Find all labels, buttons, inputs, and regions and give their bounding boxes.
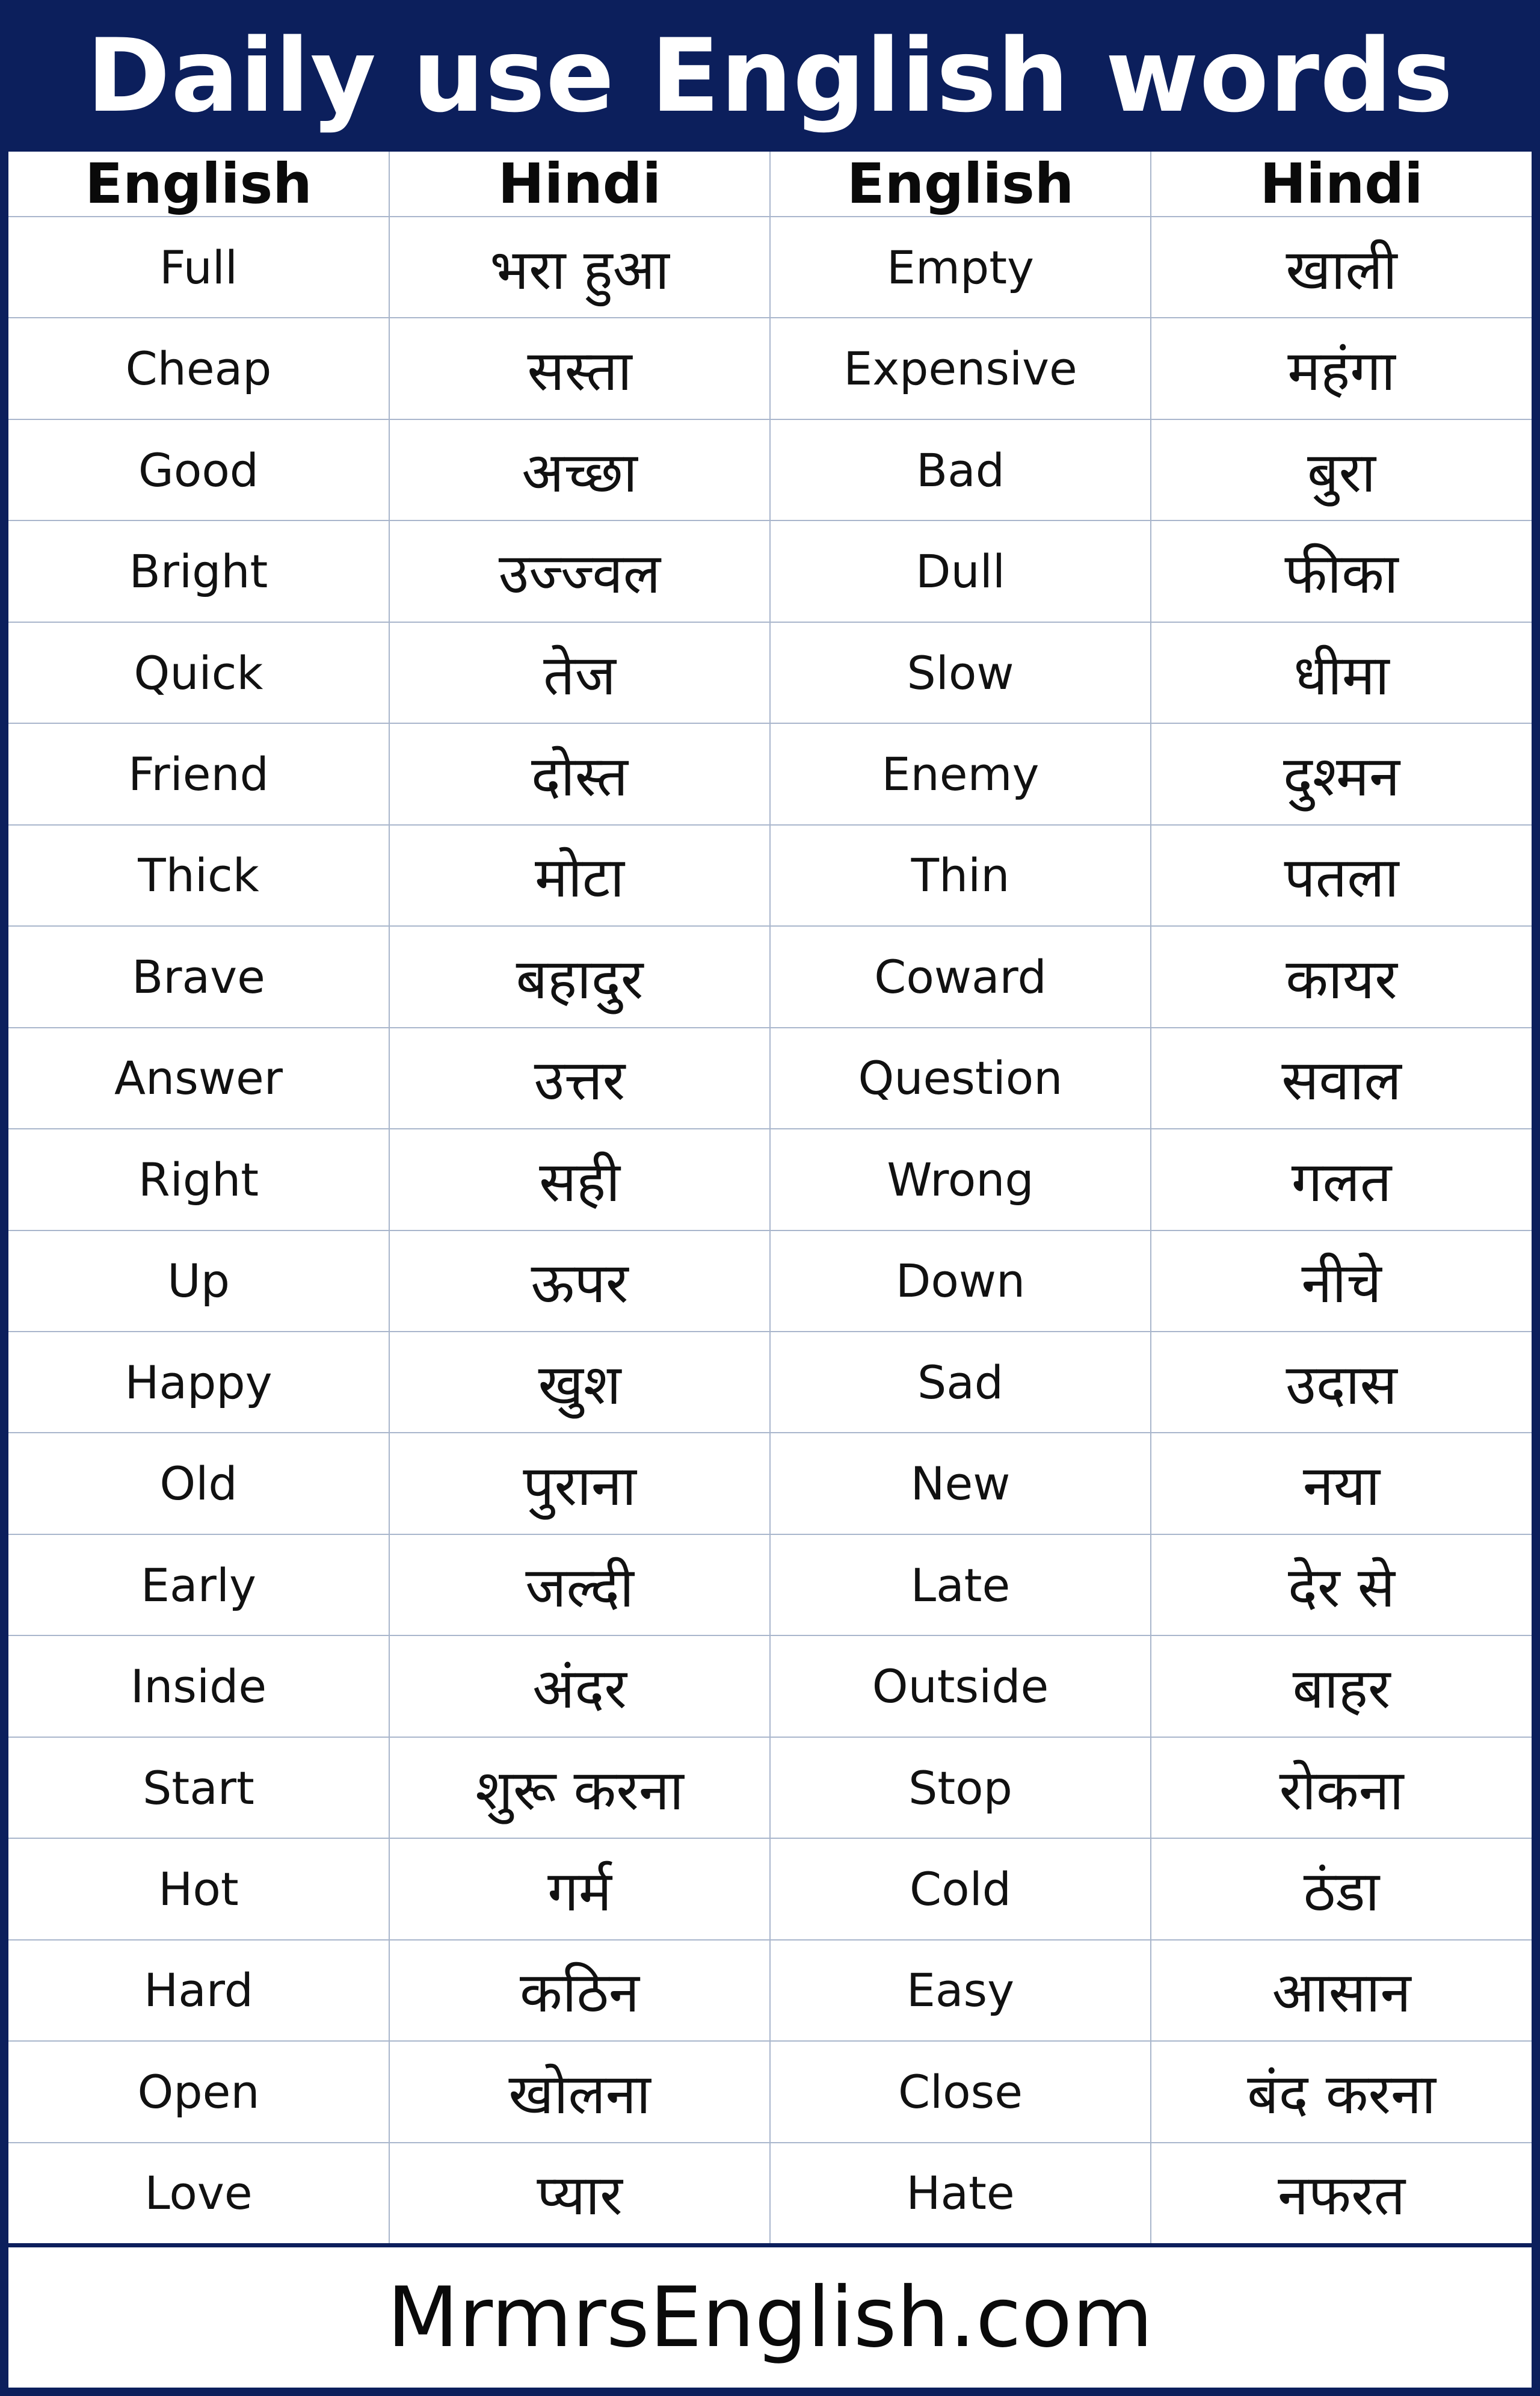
english-word-cell: Love (8, 2143, 389, 2243)
hindi-opposite-cell: बुरा (1151, 419, 1532, 520)
english-opposite-cell: Bad (770, 419, 1151, 520)
table-header-row (8, 152, 1532, 217)
footer-website: MrmrsEnglish.com (8, 2247, 1532, 2388)
hindi-opposite-cell: नीचे (1151, 1230, 1532, 1332)
english-word-cell: Up (8, 1230, 389, 1332)
table-row (8, 1028, 1532, 1129)
hindi-word-cell: सस्ता (389, 318, 770, 419)
hindi-word-cell: भरा हुआ (389, 217, 770, 318)
hindi-word-cell: गर्म (389, 1838, 770, 1939)
hindi-opposite-cell: खाली (1151, 217, 1532, 318)
table-row (8, 217, 1532, 318)
english-word-cell: Friend (8, 723, 389, 824)
english-word-cell: Bright (8, 520, 389, 622)
english-word-cell: Full (8, 217, 389, 318)
hindi-opposite-cell: दुश्मन (1151, 723, 1532, 824)
english-opposite-cell: Expensive (770, 318, 1151, 419)
hindi-word-cell: प्यार (389, 2143, 770, 2243)
hindi-opposite-cell: बंद करना (1151, 2041, 1532, 2142)
english-opposite-cell: Down (770, 1230, 1151, 1332)
english-word-cell: Thick (8, 825, 389, 926)
english-word-cell: Hot (8, 1838, 389, 1939)
english-opposite-cell: Late (770, 1534, 1151, 1635)
hindi-word-cell: पुराना (389, 1433, 770, 1534)
hindi-word-cell: जल्दी (389, 1534, 770, 1635)
english-word-cell: Happy (8, 1332, 389, 1433)
table-row (8, 1332, 1532, 1433)
hindi-opposite-cell: बाहर (1151, 1635, 1532, 1737)
table-row (8, 1838, 1532, 1939)
hindi-opposite-cell: गलत (1151, 1129, 1532, 1230)
hindi-word-cell: उत्तर (389, 1028, 770, 1129)
hindi-opposite-cell: उदास (1151, 1332, 1532, 1433)
hindi-opposite-cell: कायर (1151, 926, 1532, 1027)
english-word-cell: Early (8, 1534, 389, 1635)
hindi-word-cell: अच्छा (389, 419, 770, 520)
hindi-opposite-cell: ठंडा (1151, 1838, 1532, 1939)
english-opposite-cell: Outside (770, 1635, 1151, 1737)
table-row (8, 2143, 1532, 2243)
hindi-word-cell: बहादुर (389, 926, 770, 1027)
table-row (8, 318, 1532, 419)
hindi-word-cell: खोलना (389, 2041, 770, 2142)
english-opposite-cell: New (770, 1433, 1151, 1534)
hindi-opposite-cell: नया (1151, 1433, 1532, 1534)
table-row (8, 825, 1532, 926)
english-word-cell: Inside (8, 1635, 389, 1737)
hindi-word-cell: ऊपर (389, 1230, 770, 1332)
english-word-cell: Hard (8, 1940, 389, 2041)
hindi-word-cell: अंदर (389, 1635, 770, 1737)
english-word-cell: Quick (8, 622, 389, 723)
column-header-english-1: English (8, 152, 389, 217)
table-row (8, 926, 1532, 1027)
hindi-word-cell: शुरू करना (389, 1737, 770, 1838)
table-row (8, 1940, 1532, 2041)
english-opposite-cell: Dull (770, 520, 1151, 622)
table-row (8, 1737, 1532, 1838)
hindi-opposite-cell: फीका (1151, 520, 1532, 622)
english-word-cell: Answer (8, 1028, 389, 1129)
english-opposite-cell: Thin (770, 825, 1151, 926)
table-row (8, 1230, 1532, 1332)
table-row (8, 1635, 1532, 1737)
word-table-container (8, 152, 1532, 2247)
table-row (8, 1433, 1532, 1534)
table-row (8, 520, 1532, 622)
hindi-opposite-cell: पतला (1151, 825, 1532, 926)
english-word-cell: Start (8, 1737, 389, 1838)
column-header-hindi-1: Hindi (389, 152, 770, 217)
english-opposite-cell: Question (770, 1028, 1151, 1129)
english-opposite-cell: Empty (770, 217, 1151, 318)
table-row (8, 723, 1532, 824)
english-opposite-cell: Coward (770, 926, 1151, 1027)
english-word-cell: Open (8, 2041, 389, 2142)
english-opposite-cell: Slow (770, 622, 1151, 723)
english-word-cell: Old (8, 1433, 389, 1534)
english-opposite-cell: Hate (770, 2143, 1151, 2243)
word-table (8, 152, 1532, 2243)
table-row (8, 1534, 1532, 1635)
hindi-opposite-cell: नफरत (1151, 2143, 1532, 2243)
hindi-word-cell: तेज (389, 622, 770, 723)
column-header-hindi-2: Hindi (1151, 152, 1532, 217)
hindi-word-cell: सही (389, 1129, 770, 1230)
hindi-opposite-cell: देर से (1151, 1534, 1532, 1635)
word-rows (8, 217, 1532, 2243)
hindi-word-cell: दोस्त (389, 723, 770, 824)
hindi-opposite-cell: आसान (1151, 1940, 1532, 2041)
hindi-word-cell: उज्ज्वल (389, 520, 770, 622)
english-word-cell: Brave (8, 926, 389, 1027)
english-opposite-cell: Wrong (770, 1129, 1151, 1230)
page-title: Daily use English words (86, 17, 1454, 135)
english-word-cell: Right (8, 1129, 389, 1230)
hindi-opposite-cell: धीमा (1151, 622, 1532, 723)
english-word-cell: Cheap (8, 318, 389, 419)
table-row (8, 622, 1532, 723)
hindi-opposite-cell: सवाल (1151, 1028, 1532, 1129)
column-header-english-2: English (770, 152, 1151, 217)
hindi-opposite-cell: रोकना (1151, 1737, 1532, 1838)
table-row (8, 1129, 1532, 1230)
hindi-word-cell: कठिन (389, 1940, 770, 2041)
english-opposite-cell: Enemy (770, 723, 1151, 824)
table-row (8, 419, 1532, 520)
table-row (8, 2041, 1532, 2142)
english-word-cell: Good (8, 419, 389, 520)
english-opposite-cell: Stop (770, 1737, 1151, 1838)
english-opposite-cell: Sad (770, 1332, 1151, 1433)
english-opposite-cell: Close (770, 2041, 1151, 2142)
hindi-word-cell: खुश (389, 1332, 770, 1433)
english-opposite-cell: Easy (770, 1940, 1151, 2041)
english-opposite-cell: Cold (770, 1838, 1151, 1939)
hindi-opposite-cell: महंगा (1151, 318, 1532, 419)
hindi-word-cell: मोटा (389, 825, 770, 926)
